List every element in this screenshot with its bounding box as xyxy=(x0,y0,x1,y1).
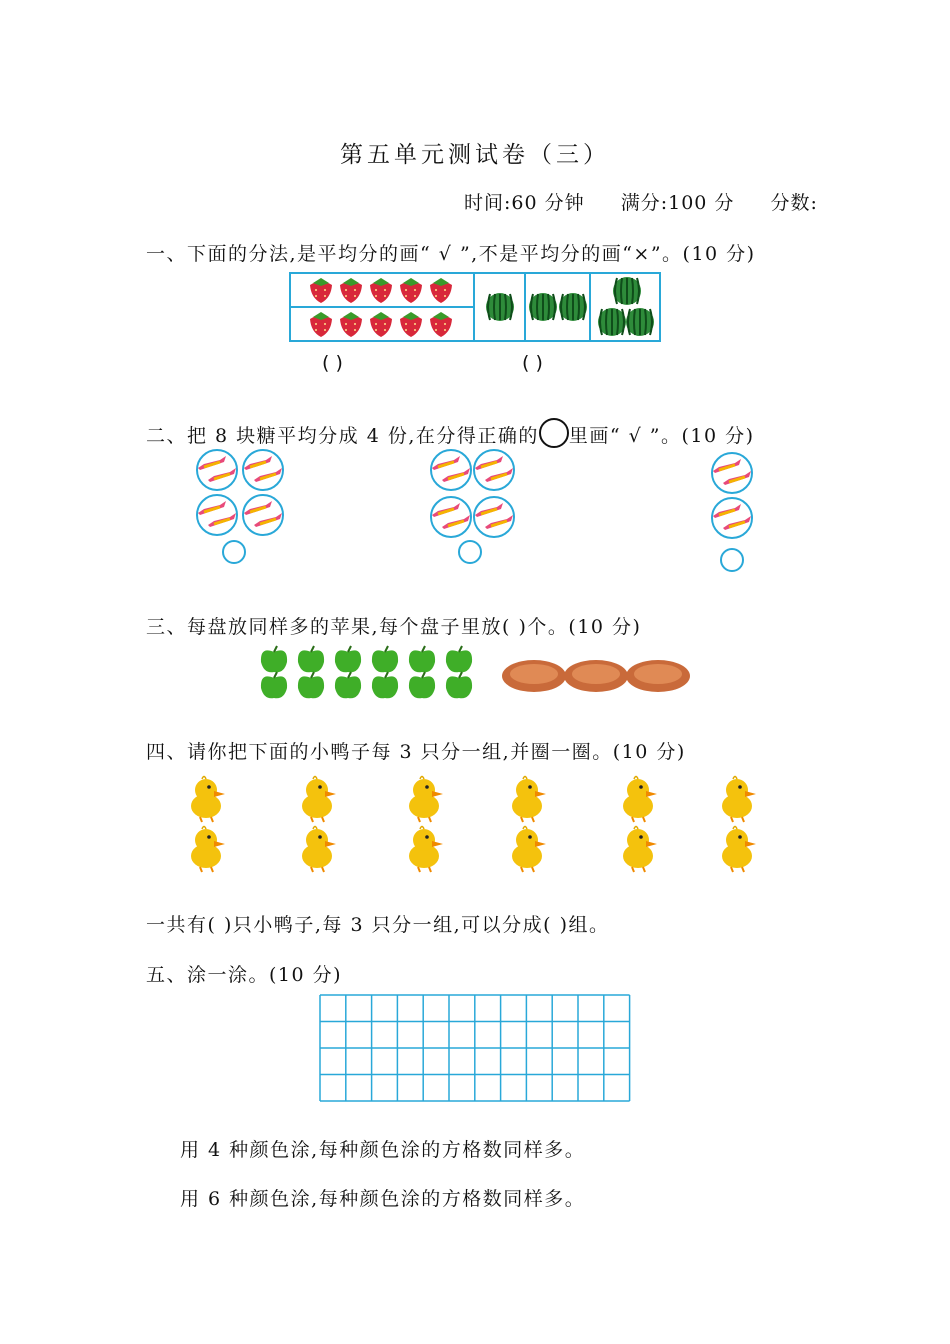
q1-answer-blank-2[interactable]: ( ) xyxy=(522,352,543,374)
question-5: 五、涂一涂。(10 分) xyxy=(146,964,343,986)
q5-instruction-1: 用 4 种颜色涂,每种颜色涂的方格数同样多。 xyxy=(180,1139,586,1161)
question-4-answer[interactable]: 一共有( )只小鸭子,每 3 只分一组,可以分成( )组。 xyxy=(146,914,610,936)
question-4: 四、请你把下面的小鸭子每 3 只分一组,并圈一圈。(10 分) xyxy=(146,741,686,763)
time-limit: 时间:60 分钟 xyxy=(464,192,585,214)
question-3: 三、每盘放同样多的苹果,每个盘子里放( )个。(10 分) xyxy=(146,616,642,638)
q2-text-end: 里画“ √ ”。(10 分) xyxy=(568,425,755,447)
score-field[interactable]: 分数: xyxy=(770,192,818,214)
q1-answer-blank-1[interactable]: ( ) xyxy=(322,352,343,374)
q2-text-start: 二、把 8 块糖平均分成 4 份,在分得正确的 xyxy=(146,425,539,447)
page-title: 第五单元测试卷（三） xyxy=(340,142,610,168)
full-score: 满分:100 分 xyxy=(620,192,735,214)
q5-instruction-2: 用 6 种颜色涂,每种颜色涂的方格数同样多。 xyxy=(180,1188,586,1210)
question-1: 一、下面的分法,是平均分的画“ √ ”,不是平均分的画“×”。(10 分) xyxy=(146,243,756,265)
